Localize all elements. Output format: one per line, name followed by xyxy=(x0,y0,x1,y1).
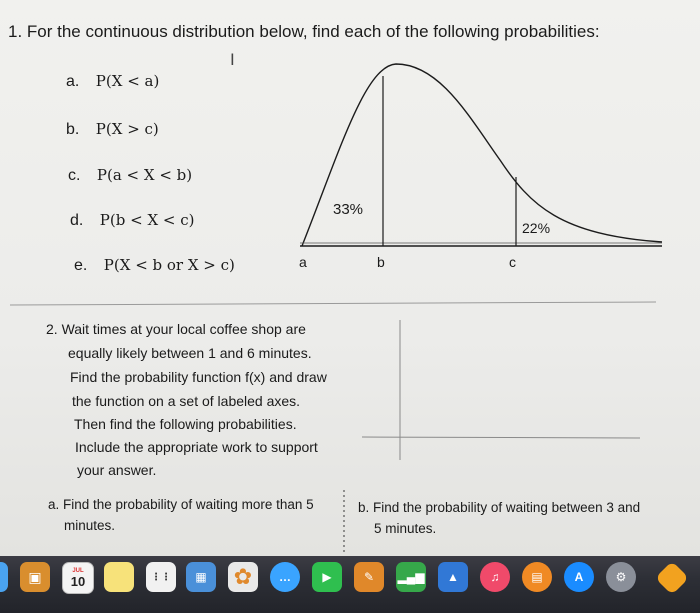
question-2-line-4: the function on a set of labeled axes. xyxy=(72,393,301,409)
question-2-line-5: Then find the following probabilities. xyxy=(74,416,297,432)
app-store-icon[interactable]: A xyxy=(564,562,594,592)
finder-icon[interactable] xyxy=(0,562,8,592)
text-cursor-icon: I xyxy=(230,50,235,69)
question-2-line-7: your answer. xyxy=(77,462,157,478)
facetime-icon[interactable]: ▶ xyxy=(312,562,342,592)
middle-region-percent: 33% xyxy=(333,201,364,218)
section-divider xyxy=(10,302,656,305)
q1-item-e: e. P(X < b or X > c) xyxy=(74,256,235,274)
question-2-line-1: 2. Wait times at your local coffee shop are xyxy=(46,321,306,337)
keynote-icon[interactable]: ▲ xyxy=(438,562,468,592)
part-a-line-1: a. Find the probability of waiting more than 5 xyxy=(48,497,314,512)
calendar-icon[interactable] xyxy=(62,562,94,594)
system-preferences-icon[interactable]: ⚙ xyxy=(606,562,636,592)
part-b-line-1: b. Find the probability of waiting between 3 and xyxy=(358,500,641,515)
numbers-icon[interactable]: ▂▄▆ xyxy=(396,562,426,592)
q1-item-d: d. P(b < X < c) xyxy=(70,211,195,229)
part-b-line-2: 5 minutes. xyxy=(374,521,437,536)
sketch-icon[interactable] xyxy=(655,561,689,595)
question-2-line-3: Find the probability function f(x) and draw xyxy=(70,369,327,385)
contacts-icon[interactable]: ▦ xyxy=(186,562,216,592)
axis-label-a: a xyxy=(299,254,307,270)
q1-item-b: b. P(X > c) xyxy=(66,120,159,138)
q1-item-c: c. P(a < X < b) xyxy=(68,166,193,184)
question-2-line-6: Include the appropriate work to support xyxy=(75,439,318,455)
messages-icon[interactable]: … xyxy=(270,562,300,592)
dock xyxy=(0,556,700,613)
blank-x-axis xyxy=(362,437,640,438)
calendar-day: 10 xyxy=(70,574,86,589)
axis-label-c: c xyxy=(509,254,516,270)
photos-icon[interactable]: ✿ xyxy=(228,562,258,592)
list-icon[interactable]: ⋮⋮ xyxy=(146,562,176,592)
q1-item-a: a. P(X < a) xyxy=(66,72,160,90)
notes-icon[interactable] xyxy=(104,562,134,592)
question-2-line-2: equally likely between 1 and 6 minutes. xyxy=(68,345,312,361)
right-tail-percent: 22% xyxy=(522,220,551,236)
part-a-line-2: minutes. xyxy=(64,518,116,533)
pages-icon[interactable]: ✎ xyxy=(354,562,384,592)
music-icon[interactable]: ♫ xyxy=(480,562,510,592)
axis-label-b: b xyxy=(377,254,385,270)
calendar-month: JUL xyxy=(72,568,84,574)
density-curve xyxy=(302,64,662,246)
reminders-icon[interactable]: ▣ xyxy=(20,562,50,592)
books-icon[interactable]: ▤ xyxy=(522,562,552,592)
question-1-prompt: 1. For the continuous distribution below, find each of the following probabilities: xyxy=(8,22,600,41)
